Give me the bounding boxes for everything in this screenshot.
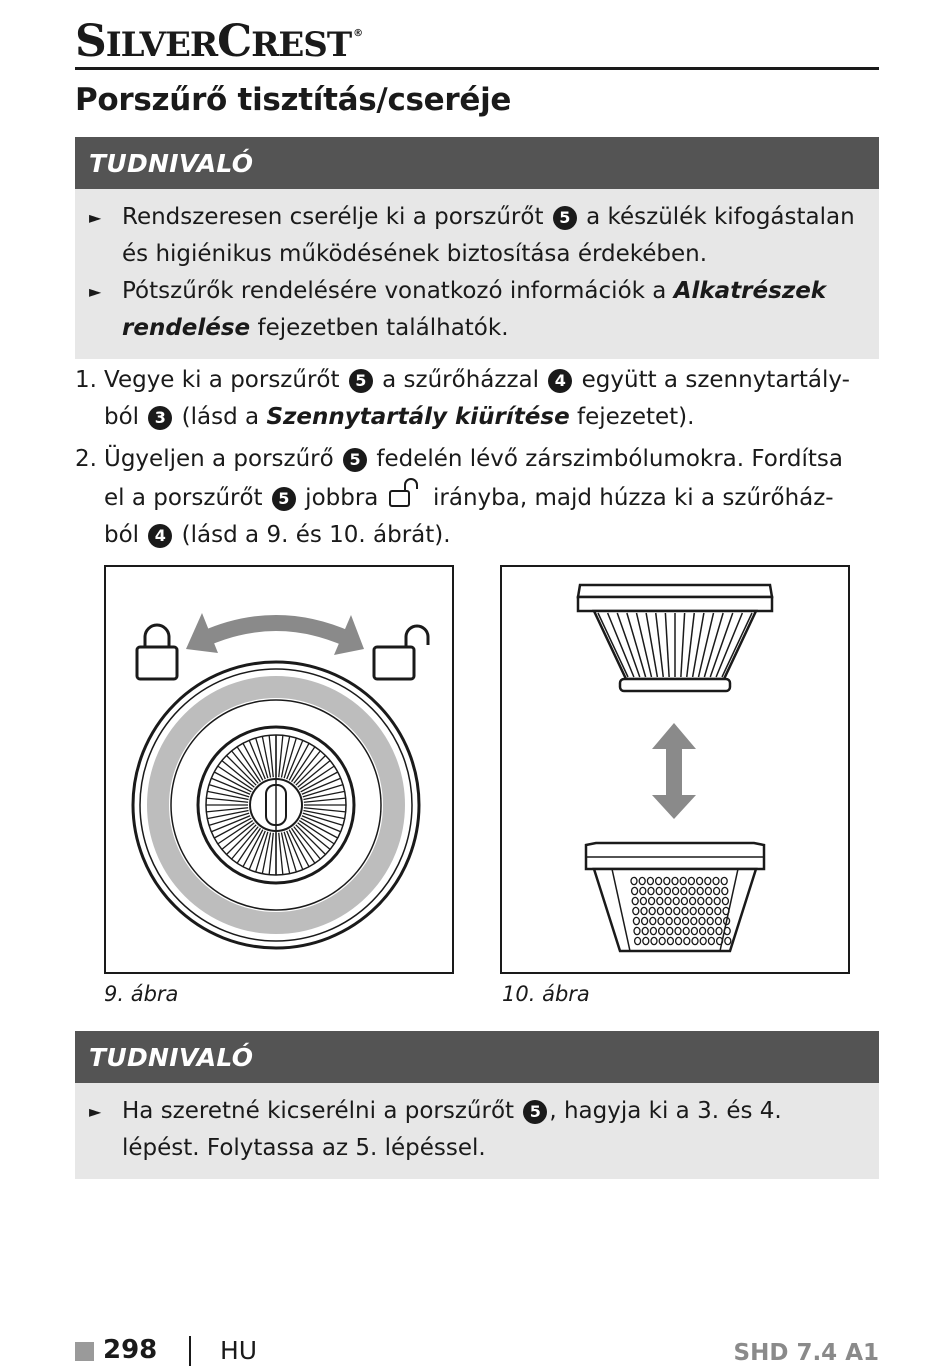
chapter-reference: Szennytartály kiürítése [266,404,570,430]
step-item [75,441,885,554]
notice-box [75,137,879,359]
language-code: HU [220,1336,258,1365]
footer-square-icon [75,1342,94,1361]
logo-letter: C [217,16,252,67]
step-item [75,362,885,436]
rotate-arrow-icon [186,613,364,655]
notice-line: lépést. Folytassa az 5. lépéssel. [122,1135,486,1161]
step-line: ból 4 (lásd a 9. és 10. ábrát). [104,522,451,548]
brand-logo [75,16,363,67]
step-number: 1. [75,367,97,393]
notice-line: Pótszűrők rendelésére vonatkozó információk a Alkatrészek [122,278,827,304]
filter-icon [578,585,772,691]
notice-item [75,199,879,273]
notice-item [75,273,879,347]
circled-number: 4 [548,369,572,393]
filter-housing-icon [586,843,764,951]
page-footer [75,1334,879,1370]
notice-line: Ha szeretné kicserélni a porszűrőt 5 , hagyja ki a 3. és 4. [122,1098,782,1124]
figure-10-caption: 10. ábra [502,982,590,1006]
figure-9 [104,565,454,974]
step-line: Ügyeljen a porszűrő 5 fedelén lévő zárszimbólumokra. Fordítsa [104,446,844,472]
figure-9-caption: 9. ábra [104,982,179,1006]
logo-letters: ILVER [105,25,218,65]
circled-number: 5 [272,487,296,511]
notice-list [75,1083,879,1179]
bullet-triangle-icon: ► [89,1102,102,1121]
chapter-reference: rendelése [122,315,251,341]
footer-divider [189,1336,191,1366]
circled-number: 3 [148,406,172,430]
logo-letters: REST [251,25,352,65]
notice-box [75,1031,879,1179]
step-number: 2. [75,446,97,472]
step-line: ból 3 (lásd a Szennytartály kiürítése fejezetet). [104,404,695,430]
page-number: 298 [103,1335,158,1365]
bullet-triangle-icon: ► [89,208,102,227]
notice-line: Rendszeresen cserélje ki a porszűrőt 5 a készülék kifogástalan [122,204,855,230]
step-list [75,362,885,559]
figure-9-illustration [106,567,452,972]
header-rule [75,67,879,70]
bullet-triangle-icon: ► [89,282,102,301]
registered-mark: ® [353,28,363,39]
step-line: el a porszűrőt 5 jobbra irányba, majd húzza ki a szűrőház- [104,478,885,517]
lock-open-icon [388,478,424,508]
filter-top-view [133,662,419,948]
lock-open-icon [374,626,428,679]
logo-letter: S [75,16,106,67]
circled-number: 5 [349,369,373,393]
page-title: Porszűrő tisztítás/cseréje [75,82,512,118]
vertical-arrow-icon [652,723,696,819]
model-number: SHD 7.4 A1 [733,1340,879,1366]
notice-line: rendelése fejezetben találhatók. [122,315,509,341]
figure-10-illustration [502,567,848,972]
circled-number: 5 [553,206,577,230]
circled-number: 5 [523,1100,547,1124]
notice-heading: TUDNIVALÓ [75,1031,879,1083]
step-line: Vegye ki a porszűrőt 5 a szűrőházzal 4 együtt a szennytartály- [104,367,850,393]
lock-closed-icon [137,625,177,679]
circled-number: 5 [343,448,367,472]
notice-item [75,1093,879,1167]
figure-10 [500,565,850,974]
notice-line: és higiénikus működésének biztosítása érdekében. [122,241,708,267]
circled-number: 4 [148,524,172,548]
chapter-reference: Alkatrészek [673,278,827,304]
notice-heading: TUDNIVALÓ [75,137,879,189]
notice-list [75,189,879,359]
